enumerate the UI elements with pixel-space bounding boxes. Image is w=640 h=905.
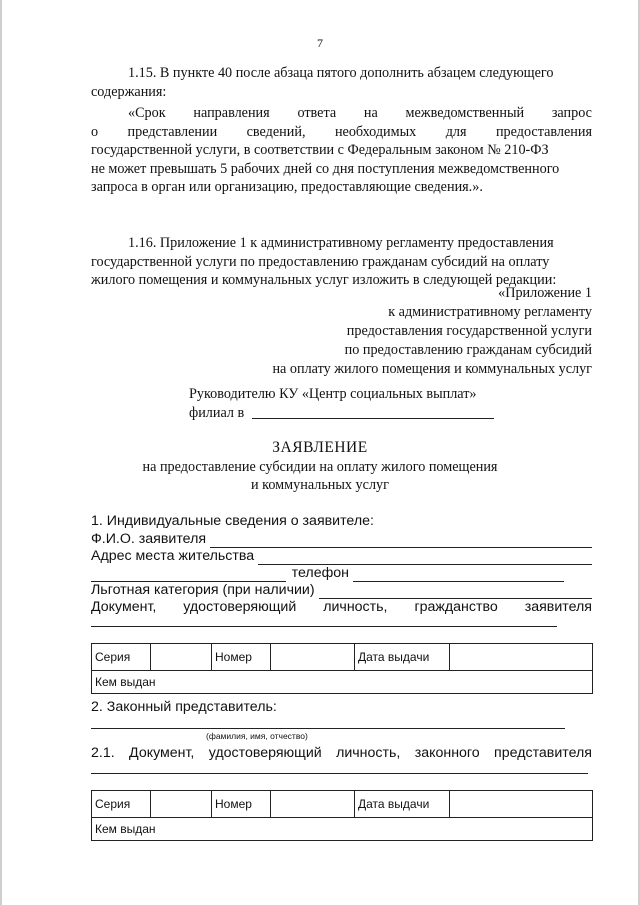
address-input-line[interactable] xyxy=(258,551,592,565)
rep-doc-word: законного xyxy=(414,745,480,761)
p116-line1: 1.16. Приложение 1 к административному регламенту предоставления xyxy=(128,235,554,251)
section1-title-text: 1. Индивидуальные сведения о заявителе: xyxy=(91,513,374,529)
appendix-line-5: на оплату жилого помещения и коммунальных услуг xyxy=(272,361,592,377)
address-label: Адрес места жительства xyxy=(91,548,255,564)
rep-doc-row xyxy=(91,744,592,762)
applicant-document-table xyxy=(91,643,593,694)
rep-doc-word: Документ, xyxy=(129,745,195,761)
benefit-label: Льготная категория (при наличии) xyxy=(91,582,315,598)
nomer-cell[interactable] xyxy=(271,644,355,671)
quote-line-3: государственной услуги, в соответствии с Федеральным законом № 210-ФЗ xyxy=(91,142,549,158)
page-number: 7 xyxy=(317,36,323,50)
quote-word: представлении xyxy=(127,123,218,140)
date-label: Дата выдачи xyxy=(355,791,450,818)
doc-input-line[interactable] xyxy=(91,626,557,627)
date-cell[interactable] xyxy=(450,644,593,671)
quote-word: ответа xyxy=(297,105,337,121)
representative-name-line[interactable] xyxy=(91,728,565,729)
date-label: Дата выдачи xyxy=(355,644,450,671)
nomer-label: Номер xyxy=(212,644,271,671)
phone-label: телефон xyxy=(291,565,349,581)
quote-word: запрос xyxy=(551,105,592,121)
fio-label: Ф.И.О. заявителя xyxy=(91,531,207,547)
addressee-line-2 xyxy=(189,404,494,423)
nomer-label: Номер xyxy=(212,791,271,818)
doc-word: гражданство xyxy=(414,599,498,615)
section2-title xyxy=(91,698,592,716)
document-subtitle-1: на предоставление субсидии на оплату жилого помещения xyxy=(142,459,498,475)
kem-vydan-cell[interactable] xyxy=(92,671,593,694)
filial-input-line[interactable] xyxy=(252,404,494,419)
p116-line3: жилого помещения и коммунальных услуг изложить в следующей редакции: xyxy=(91,272,557,288)
kem-vydan-label: Кем выдан xyxy=(95,822,156,836)
appendix-block xyxy=(272,284,592,379)
p115-line1: 1.15. В пункте 40 после абзаца пятого дополнить абзацем следующего xyxy=(128,65,554,81)
p116-line2: государственной услуги по предоставлению гражданам субсидий на оплату xyxy=(91,253,550,270)
phone-input-line[interactable] xyxy=(353,568,564,582)
section1-title xyxy=(91,512,592,530)
seria-label: Серия xyxy=(92,644,151,671)
rep-doc-word: удостоверяющий xyxy=(208,745,322,761)
nomer-cell[interactable] xyxy=(271,791,355,818)
seria-label: Серия xyxy=(92,791,151,818)
phone-row xyxy=(91,564,592,582)
doc-word: личность, xyxy=(323,599,388,615)
quote-word: сведений, xyxy=(246,123,306,140)
section2-title-text: 2. Законный представитель: xyxy=(91,699,277,715)
fio-input-line[interactable] xyxy=(210,534,592,548)
rep-doc-word: представителя xyxy=(494,745,592,761)
kem-vydan-cell[interactable] xyxy=(92,818,593,841)
seria-cell[interactable] xyxy=(151,644,212,671)
benefit-input-line[interactable] xyxy=(319,585,592,599)
fio-row xyxy=(91,530,592,548)
appendix-line-1: «Приложение 1 xyxy=(498,285,592,301)
address-row xyxy=(91,547,592,565)
doc-word: заявителя xyxy=(524,599,592,615)
quote-word: о xyxy=(91,123,99,140)
seria-cell[interactable] xyxy=(151,791,212,818)
quote-word: межведомственный xyxy=(405,105,525,121)
benefit-row xyxy=(91,581,592,599)
p115-line2: содержания: xyxy=(91,83,167,100)
paragraph-1-16 xyxy=(91,234,592,290)
quote-line-4: не может превышать 5 рабочих дней со дня поступления межведомственного xyxy=(91,160,560,177)
appendix-line-4: по предоставлению гражданам субсидий xyxy=(344,342,592,358)
quote-line-1 xyxy=(91,104,592,123)
date-cell[interactable] xyxy=(450,791,593,818)
paragraph-1-15 xyxy=(91,64,592,101)
quote-word: «Срок xyxy=(128,105,166,121)
document-title: ЗАЯВЛЕНИЕ xyxy=(272,439,368,456)
kem-vydan-label: Кем выдан xyxy=(95,675,156,689)
doc-row xyxy=(91,598,592,616)
addressee-block xyxy=(189,385,494,423)
filial-label: филиал в xyxy=(189,405,245,421)
address-continuation-line[interactable] xyxy=(91,568,286,582)
name-hint: (фамилия, имя, отчество) xyxy=(206,731,308,741)
rep-doc-word: личность, xyxy=(336,745,401,761)
appendix-line-2: к административному регламенту xyxy=(388,304,592,320)
rep-doc-input-line[interactable] xyxy=(91,773,588,774)
quote-line-2 xyxy=(91,123,592,142)
addressee-line-1: Руководителю КУ «Центр социальных выплат» xyxy=(189,386,477,402)
quote-word: на xyxy=(363,105,378,121)
quote-word: необходимых xyxy=(334,123,417,140)
appendix-line-3: предоставления государственной услуги xyxy=(346,323,592,339)
document-subtitle-2: и коммунальных услуг xyxy=(251,477,389,493)
doc-word: Документ, xyxy=(91,599,157,615)
doc-word: удостоверяющий xyxy=(183,599,297,615)
rep-doc-word: 2.1. xyxy=(91,745,115,761)
quote-word: для xyxy=(445,123,467,140)
quote-line-5: запроса в орган или организацию, предоставляющие сведения.». xyxy=(91,179,483,195)
quote-word: направления xyxy=(193,105,270,121)
quote-paragraph xyxy=(91,104,592,197)
quote-word: предоставления xyxy=(495,123,592,140)
representative-document-table xyxy=(91,790,593,841)
